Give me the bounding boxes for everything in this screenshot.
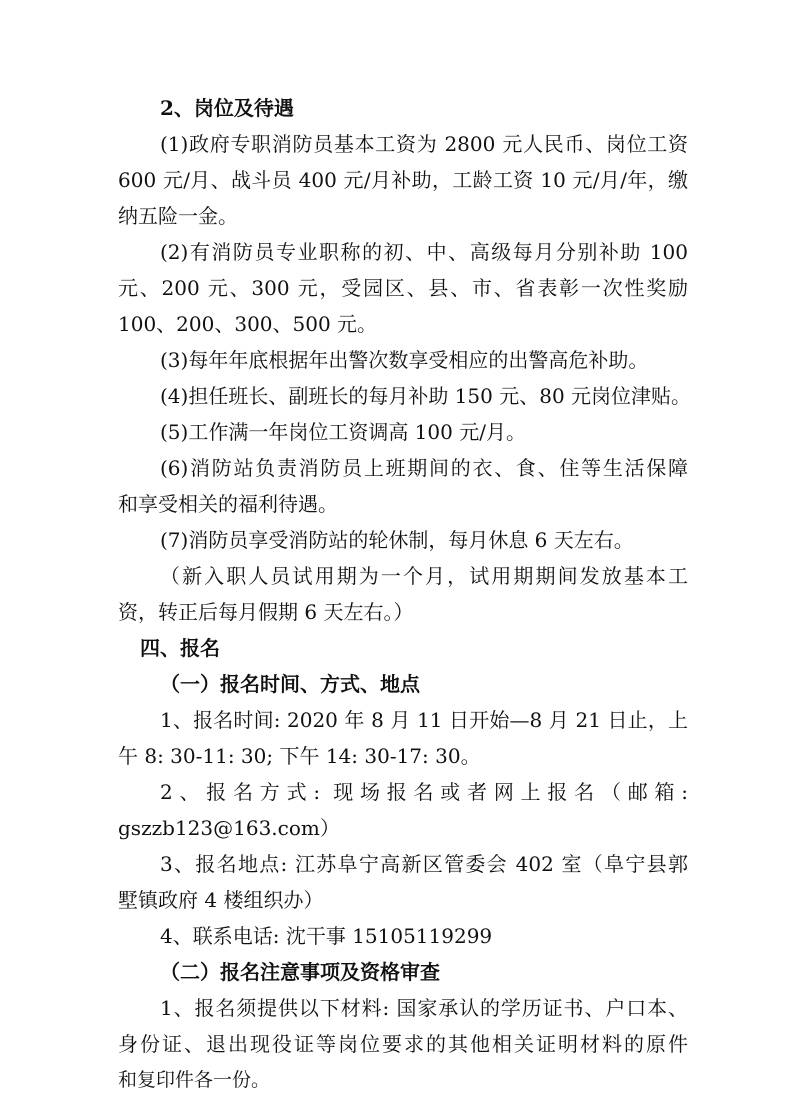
email-line: gszzb123@163.com） bbox=[118, 816, 340, 840]
paragraph-line: 和复印件各一份。 bbox=[118, 1069, 271, 1091]
phone-line: 4、联系电话: 沈干事 15105119299 bbox=[160, 924, 493, 948]
paragraph-line: 元、200 元、300 元，受园区、县、市、省表彰一次性奖励 bbox=[118, 276, 688, 300]
paragraph-line: 3、报名地点: 江苏阜宁高新区管委会 402 室（阜宁县郭 bbox=[160, 852, 688, 876]
paragraph-line: 2、报名方式: 现场报名或者网上报名（邮箱: bbox=[160, 780, 688, 804]
paragraph-line: (4)担任班长、副班长的每月补助 150 元、80 元岗位津贴。 bbox=[160, 384, 692, 408]
paragraph-line: (1)政府专职消防员基本工资为 2800 元人民币、岗位工资 bbox=[160, 132, 688, 156]
paragraph-line: (7)消防员享受消防站的轮休制，每月休息 6 天左右。 bbox=[160, 528, 634, 552]
paragraph-line: (3)每年年底根据年出警次数享受相应的出警高危补助。 bbox=[160, 348, 649, 372]
paragraph-line: 资，转正后每月假期 6 天左右。） bbox=[118, 600, 414, 624]
paragraph-line: 和享受相关的福利待遇。 bbox=[118, 492, 338, 516]
subsection-heading-time-method-place: （一）报名时间、方式、地点 bbox=[160, 672, 420, 696]
paragraph-line: 100、200、300、500 元。 bbox=[118, 312, 378, 336]
paragraph-line: （新入职人员试用期为一个月，试用期期间发放基本工 bbox=[160, 564, 688, 588]
paragraph-line: 1、报名须提供以下材料: 国家承认的学历证书、户口本、 bbox=[160, 996, 688, 1020]
paragraph-line: 纳五险一金。 bbox=[118, 204, 238, 228]
paragraph-line: 1、报名时间: 2020 年 8 月 11 日开始—8 月 21 日止，上 bbox=[160, 708, 688, 732]
section-heading-registration: 四、报名 bbox=[140, 636, 220, 660]
paragraph-line: (2)有消防员专业职称的初、中、高级每月分别补助 100 bbox=[160, 240, 688, 264]
paragraph-line: 墅镇政府 4 楼组织办） bbox=[118, 888, 324, 912]
section-heading-positions-benefits: 2、岗位及待遇 bbox=[160, 96, 294, 120]
paragraph-line: 身份证、退出现役证等岗位要求的其他相关证明材料的原件 bbox=[118, 1032, 688, 1056]
paragraph-line: 午 8: 30-11: 30; 下午 14: 30-17: 30。 bbox=[118, 744, 481, 768]
paragraph-line: 600 元/月、战斗员 400 元/月补助，工龄工资 10 元/月/年，缴 bbox=[118, 168, 688, 192]
paragraph-line: (5)工作满一年岗位工资调高 100 元/月。 bbox=[160, 420, 526, 444]
subsection-heading-notes-qualification: （二）报名注意事项及资格审查 bbox=[160, 960, 440, 984]
paragraph-line: (6)消防站负责消防员上班期间的衣、食、住等生活保障 bbox=[160, 456, 688, 480]
